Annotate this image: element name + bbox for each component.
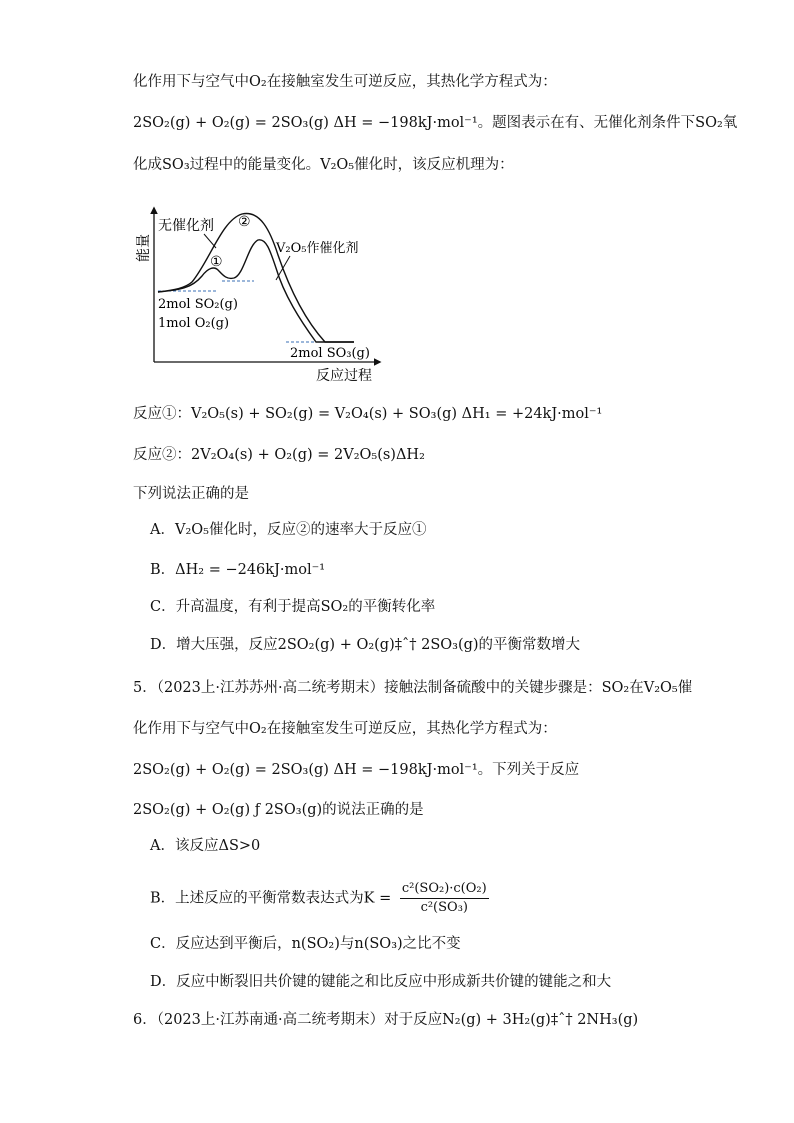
reaction-1-equation: V₂O₅(s) + SO₂(g) = V₂O₄(s) + SO₃(g) ΔH₁ = +24kJ·mol⁻¹ (191, 406, 603, 422)
reaction-2 (133, 445, 425, 465)
q5-thermo-equation: 2SO₂(g) + O₂(g) = 2SO₃(g) ΔH = −198kJ·mol⁻¹ (133, 762, 478, 778)
q5-line-3-tail: 。下列关于反应 (477, 762, 580, 778)
reaction-1 (133, 404, 602, 424)
q4-option-d[interactable]: D．增大压强，反应2SO₂(g) + O₂(g)‡ˆ† 2SO₃(g)的平衡常数增大 (150, 637, 581, 653)
k-numerator: c²(SO₂)·c(O₂) (400, 880, 489, 899)
x-axis-label: 反应过程 (316, 368, 372, 384)
q6-line-1: 6．（2023上·江苏南通·高二统考期末）对于反应N₂(g) + 3H₂(g)‡ˆ† 2NH₃(g) (133, 1012, 639, 1028)
q4-option-a[interactable]: A．V₂O₅催化时，反应②的速率大于反应① (150, 522, 427, 538)
k-fraction (400, 880, 489, 917)
q4-line-2-tail: 。题图表示在有、无催化剂条件下SO₂氧 (477, 115, 738, 131)
q5-option-d[interactable]: D．反应中断裂旧共价键的键能之和比反应中形成新共价键的键能之和大 (150, 974, 612, 990)
label-uncatalyzed: 无催化剂 (158, 218, 214, 234)
q4-option-c[interactable]: C．升高温度，有利于提高SO₂的平衡转化率 (150, 599, 436, 615)
q4-line-1: 化作用下与空气中O₂在接触室发生可逆反应，其热化学方程式为： (133, 74, 557, 90)
q5-line-2: 化作用下与空气中O₂在接触室发生可逆反应，其热化学方程式为： (133, 721, 557, 737)
k-denominator: c²(SO₃) (420, 900, 468, 915)
q5-line-4: 2SO₂(g) + O₂(g) ƒ 2SO₃(g)的说法正确的是 (133, 802, 424, 818)
energy-diagram (130, 200, 390, 390)
q5-option-b-text: B．上述反应的平衡常数表达式为K = (150, 890, 392, 907)
q4-prompt: 下列说法正确的是 (133, 486, 249, 502)
y-axis-label: 能量 (136, 234, 152, 262)
leader-catalyzed (276, 256, 290, 280)
reaction-1-label: 反应①： (133, 406, 191, 422)
reactants-label-1: 2mol SO₂(g) (158, 297, 238, 312)
label-catalyzed: V₂O₅作催化剂 (276, 241, 359, 256)
step-2-label: ② (238, 214, 251, 230)
reaction-2-label: 反应②： (133, 447, 191, 463)
q4-line-2 (133, 113, 737, 133)
reaction-2-equation: 2V₂O₄(s) + O₂(g) = 2V₂O₅(s)ΔH₂ (191, 447, 425, 463)
leader-uncatalyzed (204, 234, 216, 248)
q5-option-c[interactable]: C．反应达到平衡后，n(SO₂)与n(SO₃)之比不变 (150, 936, 461, 952)
q5-line-1: 5．（2023上·江苏苏州·高二统考期末）接触法制备硫酸中的关键步骤是：SO₂在V₂O₅催 (133, 680, 693, 696)
reactants-label-2: 1mol O₂(g) (158, 316, 230, 331)
thermo-equation: 2SO₂(g) + O₂(g) = 2SO₃(g) ΔH = −198kJ·mol⁻¹ (133, 115, 478, 131)
q4-option-b[interactable]: B．ΔH₂ = −246kJ·mol⁻¹ (150, 562, 326, 578)
products-label: 2mol SO₃(g) (290, 346, 370, 361)
step-1-label: ① (210, 254, 223, 270)
q5-line-3 (133, 760, 579, 780)
q5-option-b[interactable] (150, 880, 489, 920)
q5-option-a[interactable]: A．该反应ΔS>0 (150, 838, 261, 854)
q4-line-3: 化成SO₃过程中的能量变化。V₂O₅催化时，该反应机理为： (133, 157, 514, 173)
